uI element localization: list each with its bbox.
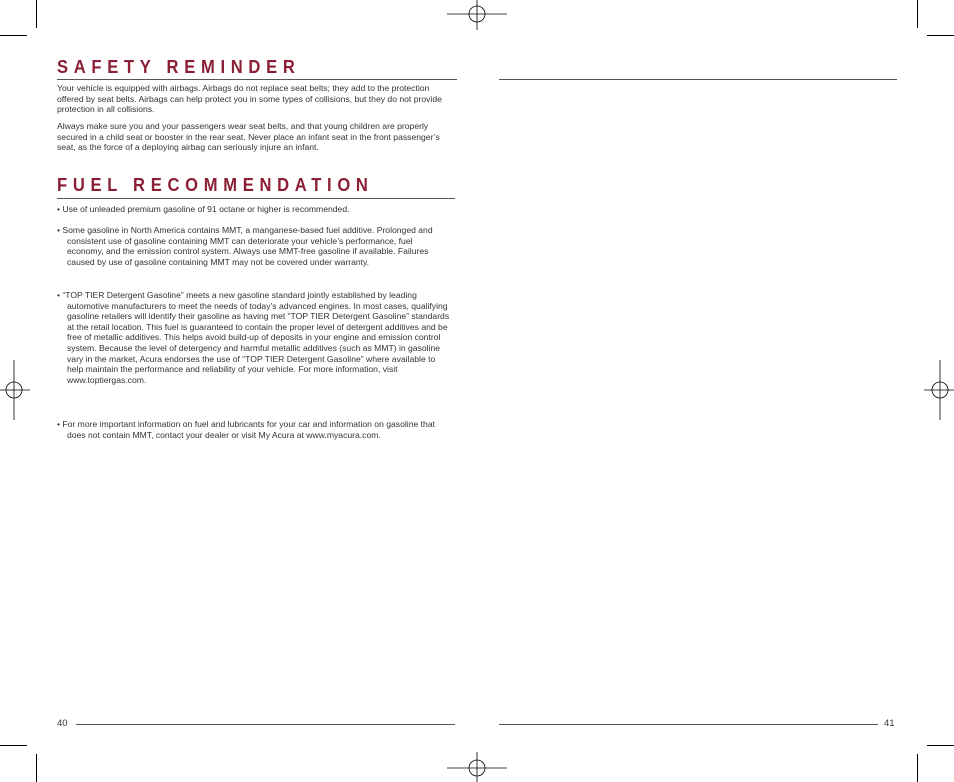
crop-mark — [0, 35, 27, 36]
page-number: 41 — [884, 718, 895, 729]
footer-rule — [76, 724, 455, 725]
safety-paragraph: Your vehicle is equipped with airbags. Airbags do not replace seat belts; they add to the protection offered by seat belts. Airbags can help protect you in some types of collisions, but they do not provide protection in all collisions. — [57, 83, 442, 115]
registration-mark-icon — [447, 0, 507, 30]
section-divider — [57, 198, 455, 199]
registration-mark-icon — [447, 752, 507, 782]
page-number: 40 — [57, 718, 68, 729]
crop-mark — [917, 0, 918, 28]
section-divider — [57, 79, 457, 80]
registration-mark-icon — [0, 360, 30, 420]
registration-mark-icon — [924, 360, 954, 420]
crop-mark — [36, 0, 37, 28]
crop-mark — [36, 754, 37, 782]
fuel-bullet-item: • Some gasoline in North America contains MMT, a manganese-based fuel additive. Prolonged and consistent use of gasoline containing MMT can deteriorate your vehicle’s performance, fuel economy, and the emission control system. Always use MMT-free gasoline if available. Failures caused by use of gasoline containing MMT may not be covered under warranty. — [57, 225, 433, 267]
fuel-bullet-item: • Use of unleaded premium gasoline of 91 octane or higher is recommended. — [57, 204, 350, 214]
footer-rule — [499, 724, 878, 725]
fuel-bullet-item: • “TOP TIER Detergent Gasoline” meets a new gasoline standard jointly established by leading automotive manufacturers to meet the needs of today’s advanced engines. In most cases, qualifying gasoline retailers will identify their gasoline as having met “TOP TIER Detergent Gasoline” standards at the retail location. This fuel is guaranteed to contain the proper level of detergent additives and be free of metallic additives. This helps avoid build-up of deposits in your engine and emission control system. Because the level of detergency and harmful metallic additives (such as MMT) in gasoline vary in the market, Acura endorses the use of “TOP TIER Detergent Gasoline” where available to help maintain the performance and reliability of your vehicle. For more information, visit www.toptiergas.com. — [57, 290, 450, 385]
crop-mark — [927, 35, 954, 36]
crop-mark — [917, 754, 918, 782]
crop-mark — [0, 745, 27, 746]
header-rule — [499, 79, 897, 80]
fuel-recommendation-heading: FUEL RECOMMENDATION — [57, 175, 374, 195]
fuel-bullet-item: • For more important information on fuel and lubricants for your car and information on gasoline that does not contain MMT, contact your dealer or visit My Acura at www.myacura.com. — [57, 419, 435, 440]
safety-reminder-heading: SAFETY REMINDER — [57, 57, 301, 77]
safety-paragraph: Always make sure you and your passengers wear seat belts, and that young children are properly secured in a child seat or booster in the rear seat. Never place an infant seat in the front passenger’s seat, as the force of a deploying airbag can seriously injure an infant. — [57, 121, 440, 153]
crop-mark — [927, 745, 954, 746]
